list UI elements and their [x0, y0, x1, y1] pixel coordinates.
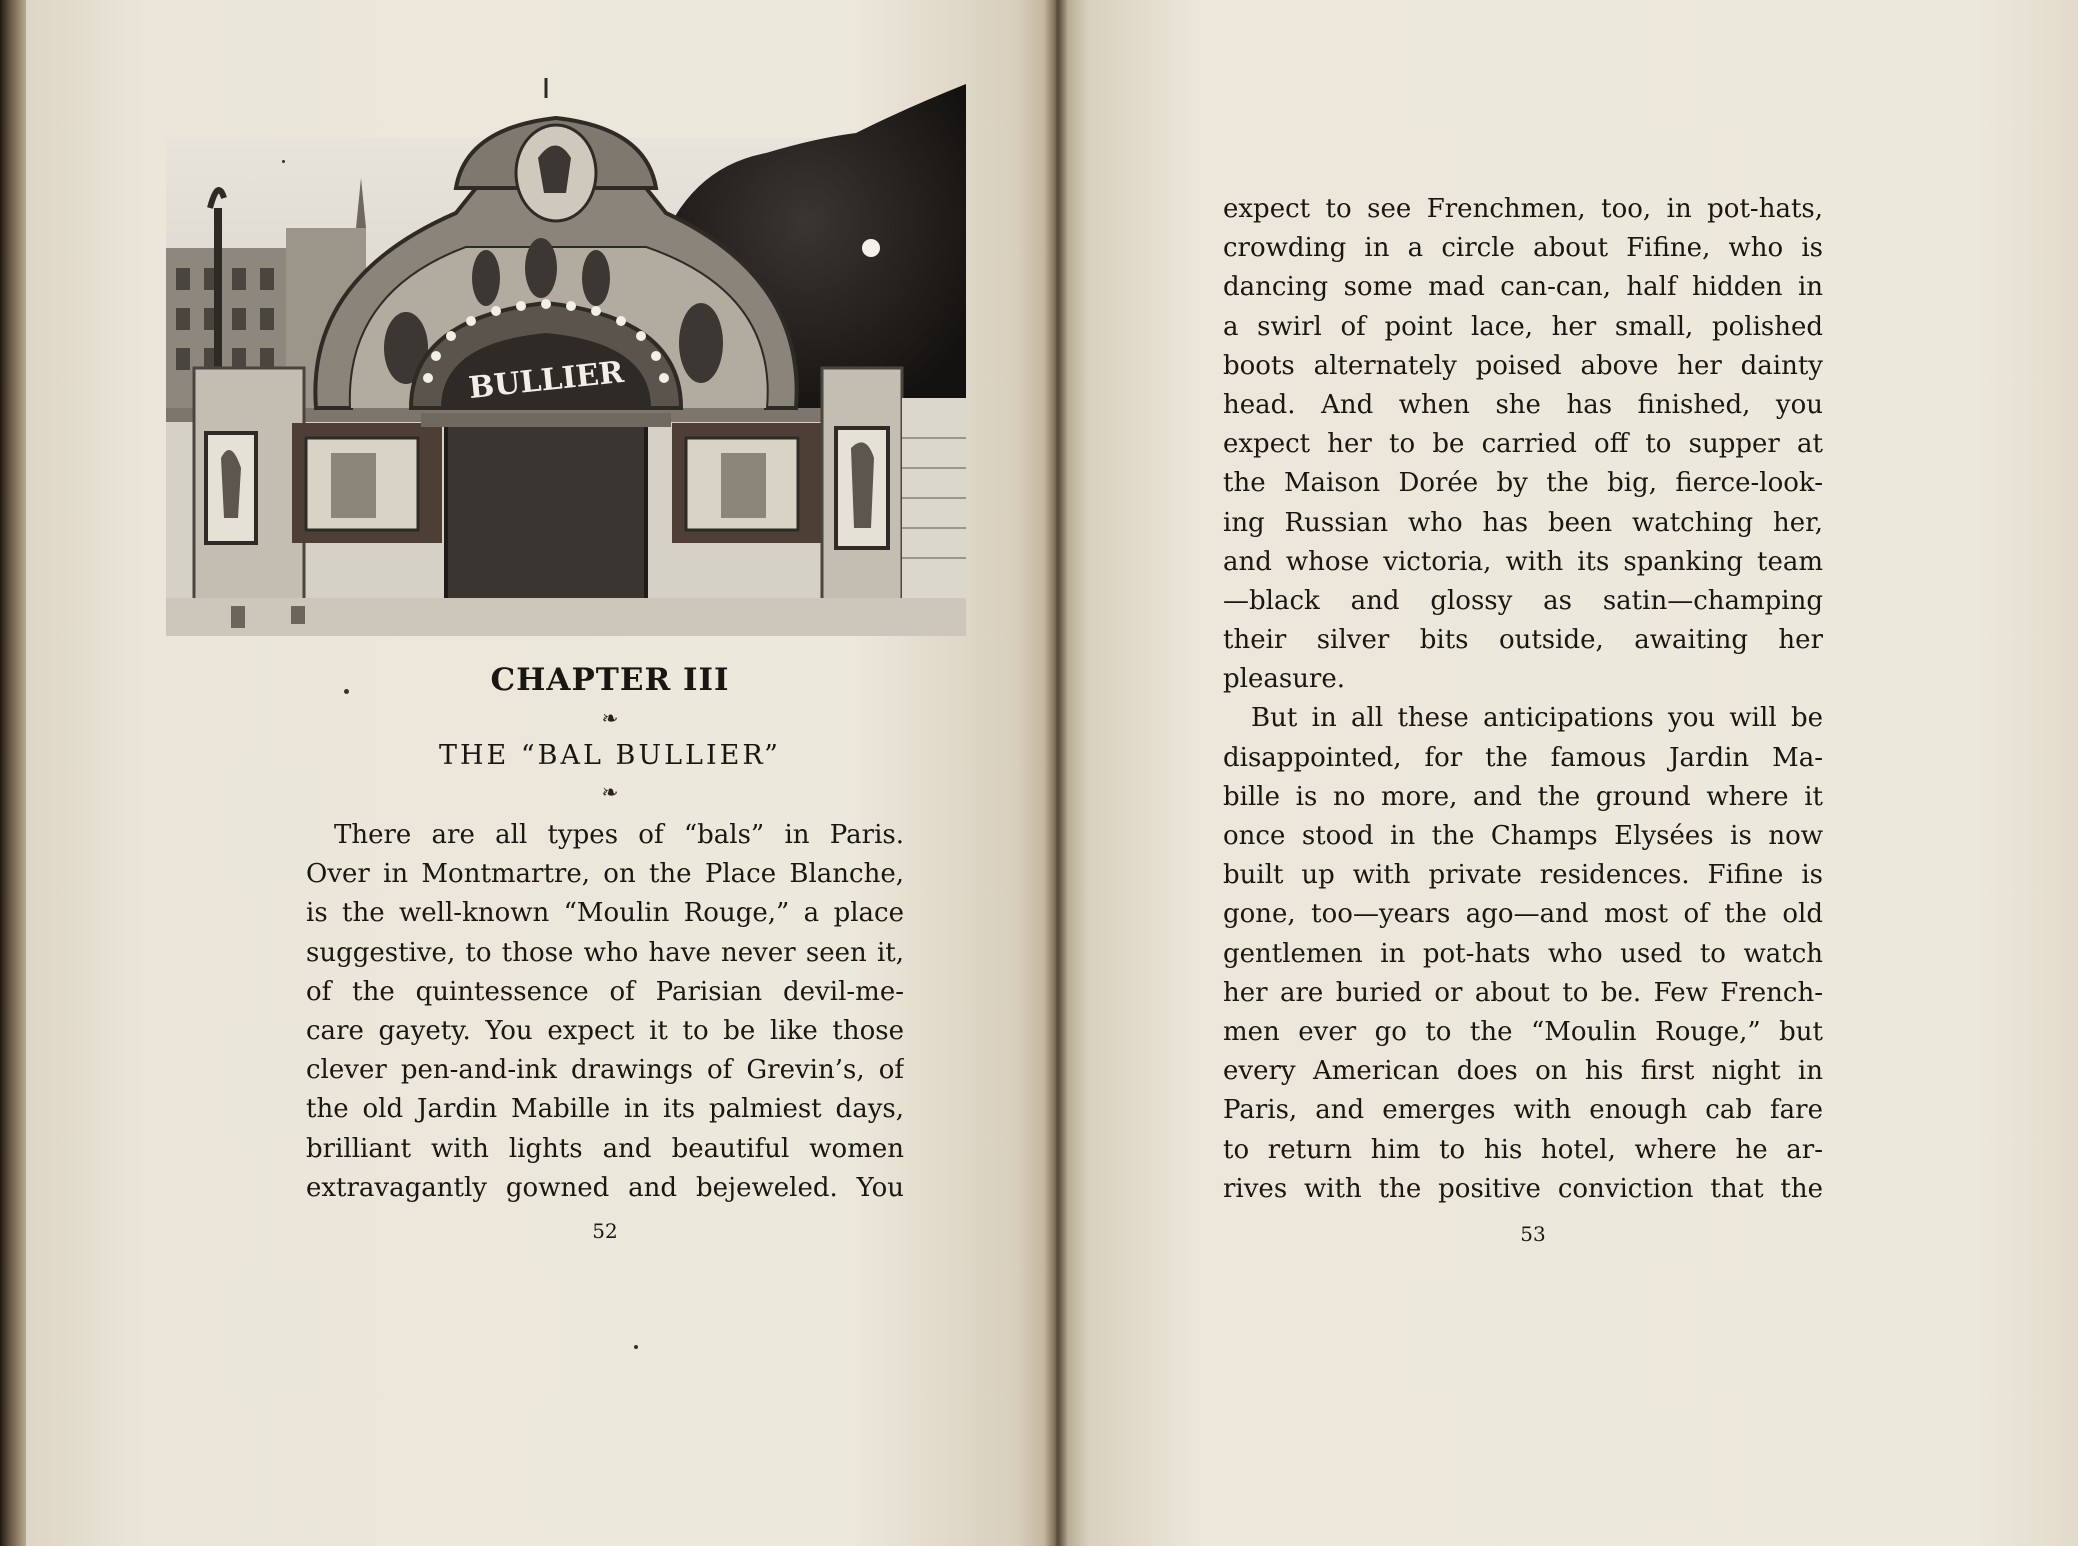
text-line: bille is no more, and the ground where it — [1223, 781, 1823, 812]
text-line: ing Russian who has been watching her, — [1223, 507, 1823, 538]
text-line: every American does on his first night in — [1223, 1056, 1823, 1087]
text-line: suggestive, to those who have never seen it, — [306, 937, 904, 968]
left-page-body — [306, 816, 904, 1208]
text-line: is the well-known “Moulin Rouge,” a place — [306, 898, 904, 929]
text-line: gone, too—years ago—and most of the old — [1223, 899, 1823, 930]
text-line: rives with the positive conviction that the — [1223, 1173, 1823, 1204]
text-line: the old Jardin Mabille in its palmiest days, — [306, 1094, 904, 1125]
ornament-icon: ❧ — [601, 706, 619, 730]
text-line: of the quintessence of Parisian devil-me- — [306, 976, 904, 1007]
bal-bullier-photo — [166, 78, 966, 636]
book-edge — [0, 0, 26, 1546]
text-line: expect to see Frenchmen, too, in pot-hats, — [1223, 194, 1823, 224]
text-line: head. And when she has finished, you — [1223, 389, 1823, 420]
text-line: clever pen-and-ink drawings of Grevin’s, of — [306, 1055, 904, 1086]
text-line: built up with private residences. Fifine is — [1223, 860, 1823, 891]
book-gutter — [1044, 0, 1068, 1546]
text-line: disappointed, for the famous Jardin Ma- — [1223, 742, 1823, 773]
text-line: dancing some mad can-can, half hidden in — [1223, 272, 1823, 303]
bullier-entrance-illustration — [166, 78, 966, 636]
text-line: —black and glossy as satin—champing — [1223, 585, 1823, 616]
text-line: Paris, and emerges with enough cab fare — [1223, 1095, 1823, 1126]
text-line: Over in Montmartre, on the Place Blanche, — [306, 859, 904, 890]
paper-speck — [634, 1345, 638, 1349]
text-line: gentlemen in pot-hats who used to watch — [1223, 938, 1823, 969]
text-line: crowding in a circle about Fifine, who is — [1223, 233, 1823, 264]
text-line: once stood in the Champs Elysées is now — [1223, 821, 1823, 851]
chapter-title: CHAPTER III — [490, 662, 730, 698]
text-line: pleasure. — [1223, 664, 1346, 695]
text-line: There are all types of “bals” in Paris. — [334, 820, 904, 850]
text-line: and whose victoria, with its spanking team — [1223, 546, 1823, 577]
page-number: 52 — [592, 1219, 618, 1243]
text-line: the Maison Dorée by the big, fierce-look- — [1223, 468, 1823, 499]
text-line: their silver bits outside, awaiting her — [1223, 625, 1823, 656]
section-title: THE “BAL BULLIER” — [439, 740, 781, 771]
paper-speck — [344, 689, 349, 694]
bullier-sign: BULLIER — [467, 354, 626, 407]
paper-speck — [282, 160, 285, 163]
page-number: 53 — [1520, 1222, 1546, 1246]
text-line: men ever go to the “Moulin Rouge,” but — [1223, 1016, 1823, 1047]
text-line: expect her to be carried off to supper at — [1223, 429, 1823, 460]
text-line: care gayety. You expect it to be like those — [306, 1015, 904, 1046]
text-line: But in all these anticipations you will be — [1251, 703, 1823, 734]
text-line: to return him to his hotel, where he ar- — [1223, 1134, 1823, 1165]
text-line: her are buried or about to be. Few French- — [1223, 977, 1823, 1008]
text-line: brilliant with lights and beautiful women — [306, 1133, 904, 1164]
text-line: extravagantly gowned and bejeweled. You — [306, 1172, 904, 1203]
text-line: boots alternately poised above her dainty — [1223, 350, 1823, 381]
ornament-icon: ❧ — [601, 780, 619, 804]
right-page-body — [1223, 190, 1823, 1209]
text-line: a swirl of point lace, her small, polished — [1223, 311, 1823, 342]
